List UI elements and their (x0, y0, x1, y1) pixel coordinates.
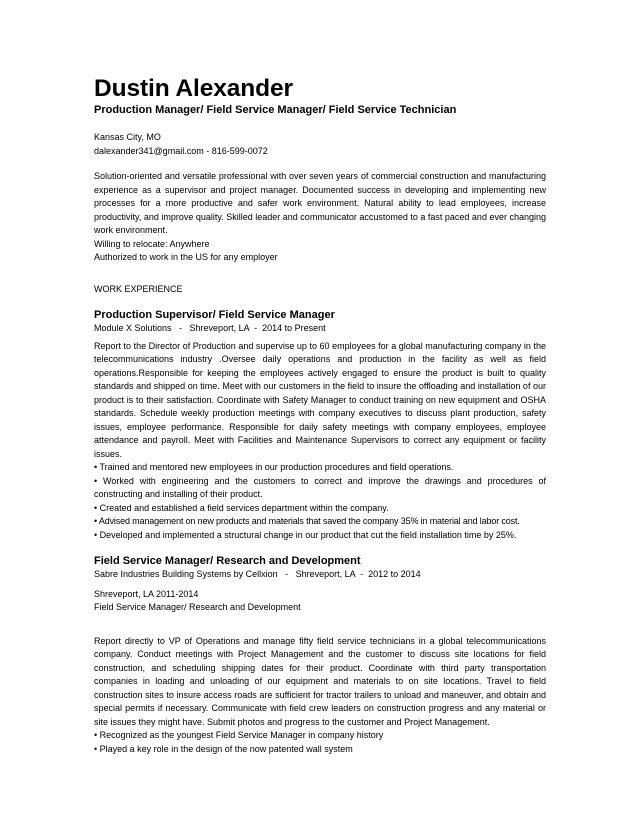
job-description: Report directly to VP of Operations and manage fifty field service technicians in a global telecommunications company. Conduct meetings with Project Management and the customer to discuss site locations for field construction, and scheduling shipping dates for their product. Coordinate with third party transportation companies in loading and unloading of our equipment and materials to on site locations. Travel to field construction sites to insure access roads are sufficient for tractor trailers to unload and maneuver, and obtain and special permits if necessary. Communicate with field crew leaders on construction progress and any material or site issues they might have. Submit photos and progress to the customer and Project Management. (94, 635, 546, 727)
job-bullet: • Trained and mentored new employees in our production procedures and field operations. (94, 462, 454, 472)
job-entry (94, 554, 546, 756)
job-bullet: • Recognized as the youngest Field Service Manager in company history (94, 730, 384, 740)
job-bullet: • Played a key role in the design of the now patented wall system (94, 743, 353, 754)
candidate-headline: Production Manager/ Field Service Manager/ Field Service Technician (94, 104, 457, 116)
job-bullet: • Worked with engineering and the customers to correct and improve the drawings and procedures of constructing and installing of their product. (94, 475, 546, 499)
job-location-line: Shreveport, LA 2011-2014 (94, 588, 199, 599)
job-bullet: • Developed and implemented a structural change in our product that cut the field installation time by 25%. (94, 529, 517, 540)
job-meta: Sabre Industries Building Systems by Cellxion - Shreveport, LA - 2012 to 2014 (94, 569, 421, 579)
job-bullet: • Created and established a field services department within the company. (94, 502, 389, 513)
job-meta: Module X Solutions - Shreveport, LA - 2014 to Present (94, 323, 326, 333)
summary-paragraph: Solution-oriented and versatile professional with over seven years of commercial construction and manufacturing experience as a supervisor and project manager. Documented success in developing and implementing new processes for a more productive and safer work environment. Natural ability to lead employees, increase productivity, and improve quality. Skilled leader and communicator accustomed to a fast paced and ever changing work environment. (94, 171, 546, 235)
work-authorization: Authorized to work in the US for any employer (94, 252, 278, 262)
candidate-name: Dustin Alexander (94, 75, 293, 102)
job-title-line: Field Service Manager/ Research and Development (94, 602, 301, 612)
candidate-location: Kansas City, MO (94, 132, 161, 142)
relocate-note: Willing to relocate: Anywhere (94, 238, 210, 249)
job-title: Production Supervisor/ Field Service Manager (94, 309, 335, 321)
candidate-contact: dalexander341@gmail.com - 816-599-0072 (94, 145, 268, 156)
resume-page (94, 74, 546, 756)
job-bullet: • Advised management on new products and materials that saved the company 35% in material and labor cost. (94, 516, 520, 526)
section-heading-experience: WORK EXPERIENCE (94, 283, 183, 294)
job-description: Report to the Director of Production and supervise up to 60 employees for a global manufacturing company in the telecommunications industry .Oversee daily operations and production in the facility as well as field operations.Responsible for keeping the employees actively engaged to ensure the product is built to quality standards and shipped on time. Meet with our customers in the field to insure the offloading and installation of our product is to their satisfaction. Coordinate with Safety Manager to conduct training on new equipment and OSHA standards. Schedule weekly production meetings with company executives to discuss plant production, safety issues, employee performance. Responsible for daily safety meetings with company employees, employee attendance and payroll. Meet with Facilities and Maintenance Supervisors to correct any equipment or facility issues. (94, 340, 546, 459)
job-title: Field Service Manager/ Research and Development (94, 555, 361, 567)
job-entry (94, 308, 546, 542)
